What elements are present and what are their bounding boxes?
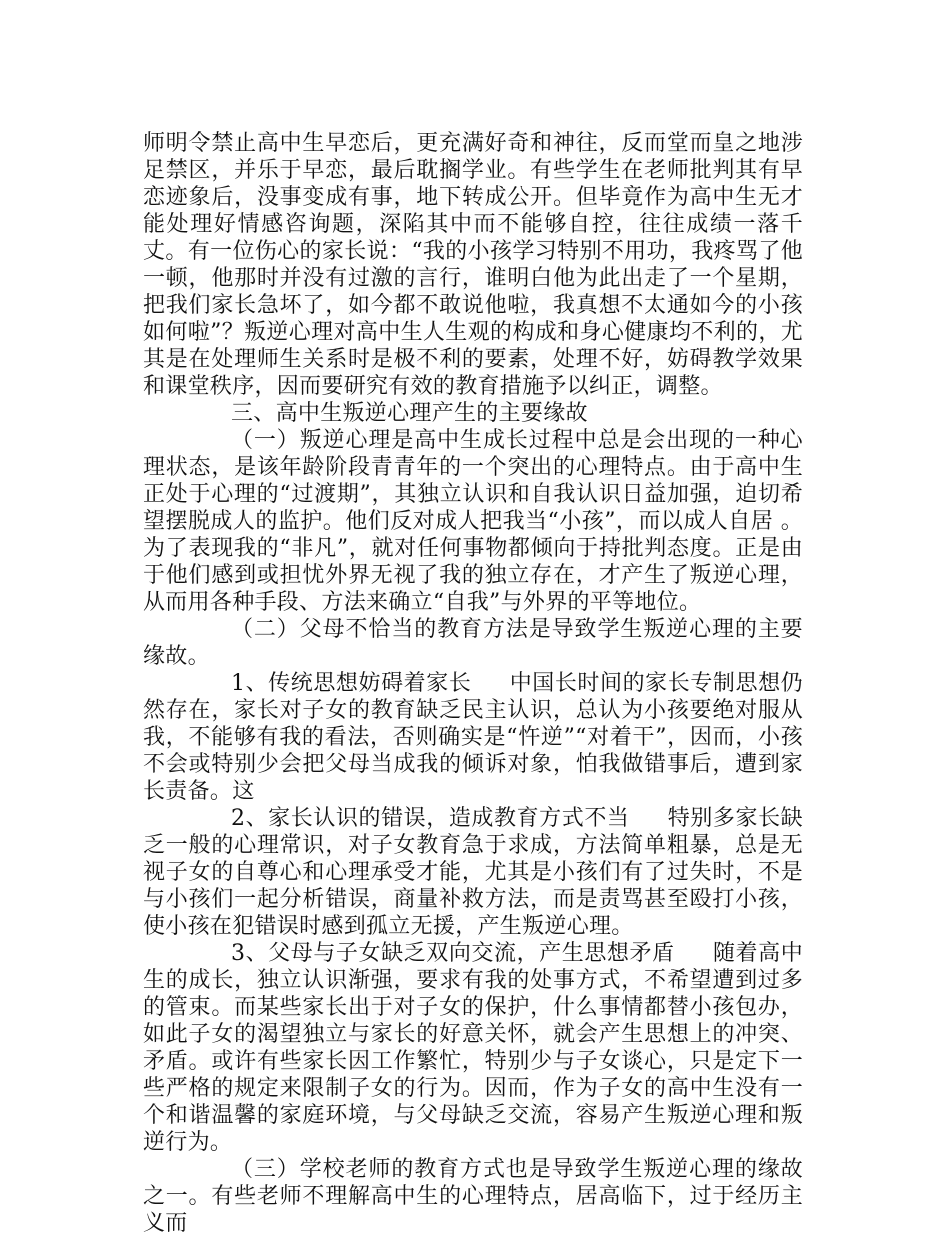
- paragraph-two: （二）父母不恰当的教育方法是导致学生叛逆心理的主要缘故。: [143, 617, 803, 669]
- list-item-2: [143, 805, 803, 940]
- list-item-1: [143, 670, 803, 805]
- paragraph-intro: 师明令禁止高中生早恋后，更充满好奇和神往，反而堂而皇之地涉足禁区，并乐于早恋，最后耽搁学业。有些学生在老师批判其有早恋迹象后，没事变成有事，地下转成公开。但毕竟作为高中生无才能处理好情感咨询题，深陷其中而不能够自控，往往成绩一落千丈。有一位伤心的家长说：“我的小孩学习特别不用功，我疼骂了他一顿，他那时并没有过激的言行，谁明白他为此出走了一个星期，把我们家长急坏了，如今都不敢说他啦，我真想不太通如今的小孩如何啦”？叛逆心理对高中生人生观的构成和身心健康均不利的，尤其是在处理师生关系时是极不利的要素，处理不好，妨碍教学效果和课堂秩序，因而要研究有效的教育措施予以纠正，调整。: [143, 131, 803, 399]
- list-item-3: [143, 940, 803, 1156]
- list-item-2-body: 特别多家长缺乏一般的心理常识，对子女教育急于求成，方法简单粗暴，总是无视子女的自尊心和心理承受才能，尤其是小孩们有了过失时，不是与小孩们一起分析错误，商量补救方法，而是责骂甚至殴打小孩，使小孩在犯错误时感到孤立无援，产生叛逆心理。: [143, 806, 803, 939]
- list-item-2-title: 2、家长认识的错误，造成教育方式不当: [231, 806, 630, 831]
- paragraph-one: （一）叛逆心理是高中生成长过程中总是会出现的一种心理状态，是该年龄阶段青青年的一个突出的心理特点。由于高中生正处于心理的“过渡期”，其独立认识和自我认识日益加强，迫切希望摆脱成人的监护。他们反对成人把我当“小孩”，而以成人自居 。为了表现我的“非凡”，就对任何事物都倾向于持批判态度。正是由于他们感到或担忧外界无视了我的独立存在，才产生了叛逆心理，从而用各种手段、方法来确立“自我”与外界的平等地位。: [143, 428, 803, 615]
- list-item-1-title: 1、传统思想妨碍着家长: [231, 671, 472, 696]
- list-item-1-body: 中国长时间的家长专制思想仍然存在，家长对子女的教育缺乏民主认识，总认为小孩要绝对服从我，不能够有我的看法，否则确实是“忤逆”“对着干”，因而，小孩不会或特别少会把父母当成我的倾诉对象，怕我做错事后，遭到家长责备。这: [143, 671, 803, 804]
- list-item-3-title: 3、父母与子女缺乏双向交流，产生思想矛盾: [231, 941, 675, 966]
- section-heading: 三、高中生叛逆心理产生的主要缘故: [231, 401, 588, 426]
- paragraph-three: （三）学校老师的教育方式也是导致学生叛逆心理的缘故之一。有些老师不理解高中生的心理特点，居高临下，过于经历主义而: [143, 1157, 803, 1236]
- list-item-3-body: 随着高中生的成长，独立认识渐强，要求有我的处事方式，不希望遭到过多的管束。而某些家长出于对子女的保护，什么事情都替小孩包办，如此子女的渴望独立与家长的好意关怀，就会产生思想上的冲突、矛盾。或许有些家长因工作繁忙，特别少与子女谈心，只是定下一些严格的规定来限制子女的行为。因而，作为子女的高中生没有一个和谐温馨的家庭环境，与父母缺乏交流，容易产生叛逆心理和叛逆行为。: [143, 941, 804, 1155]
- document-body: [143, 130, 803, 1237]
